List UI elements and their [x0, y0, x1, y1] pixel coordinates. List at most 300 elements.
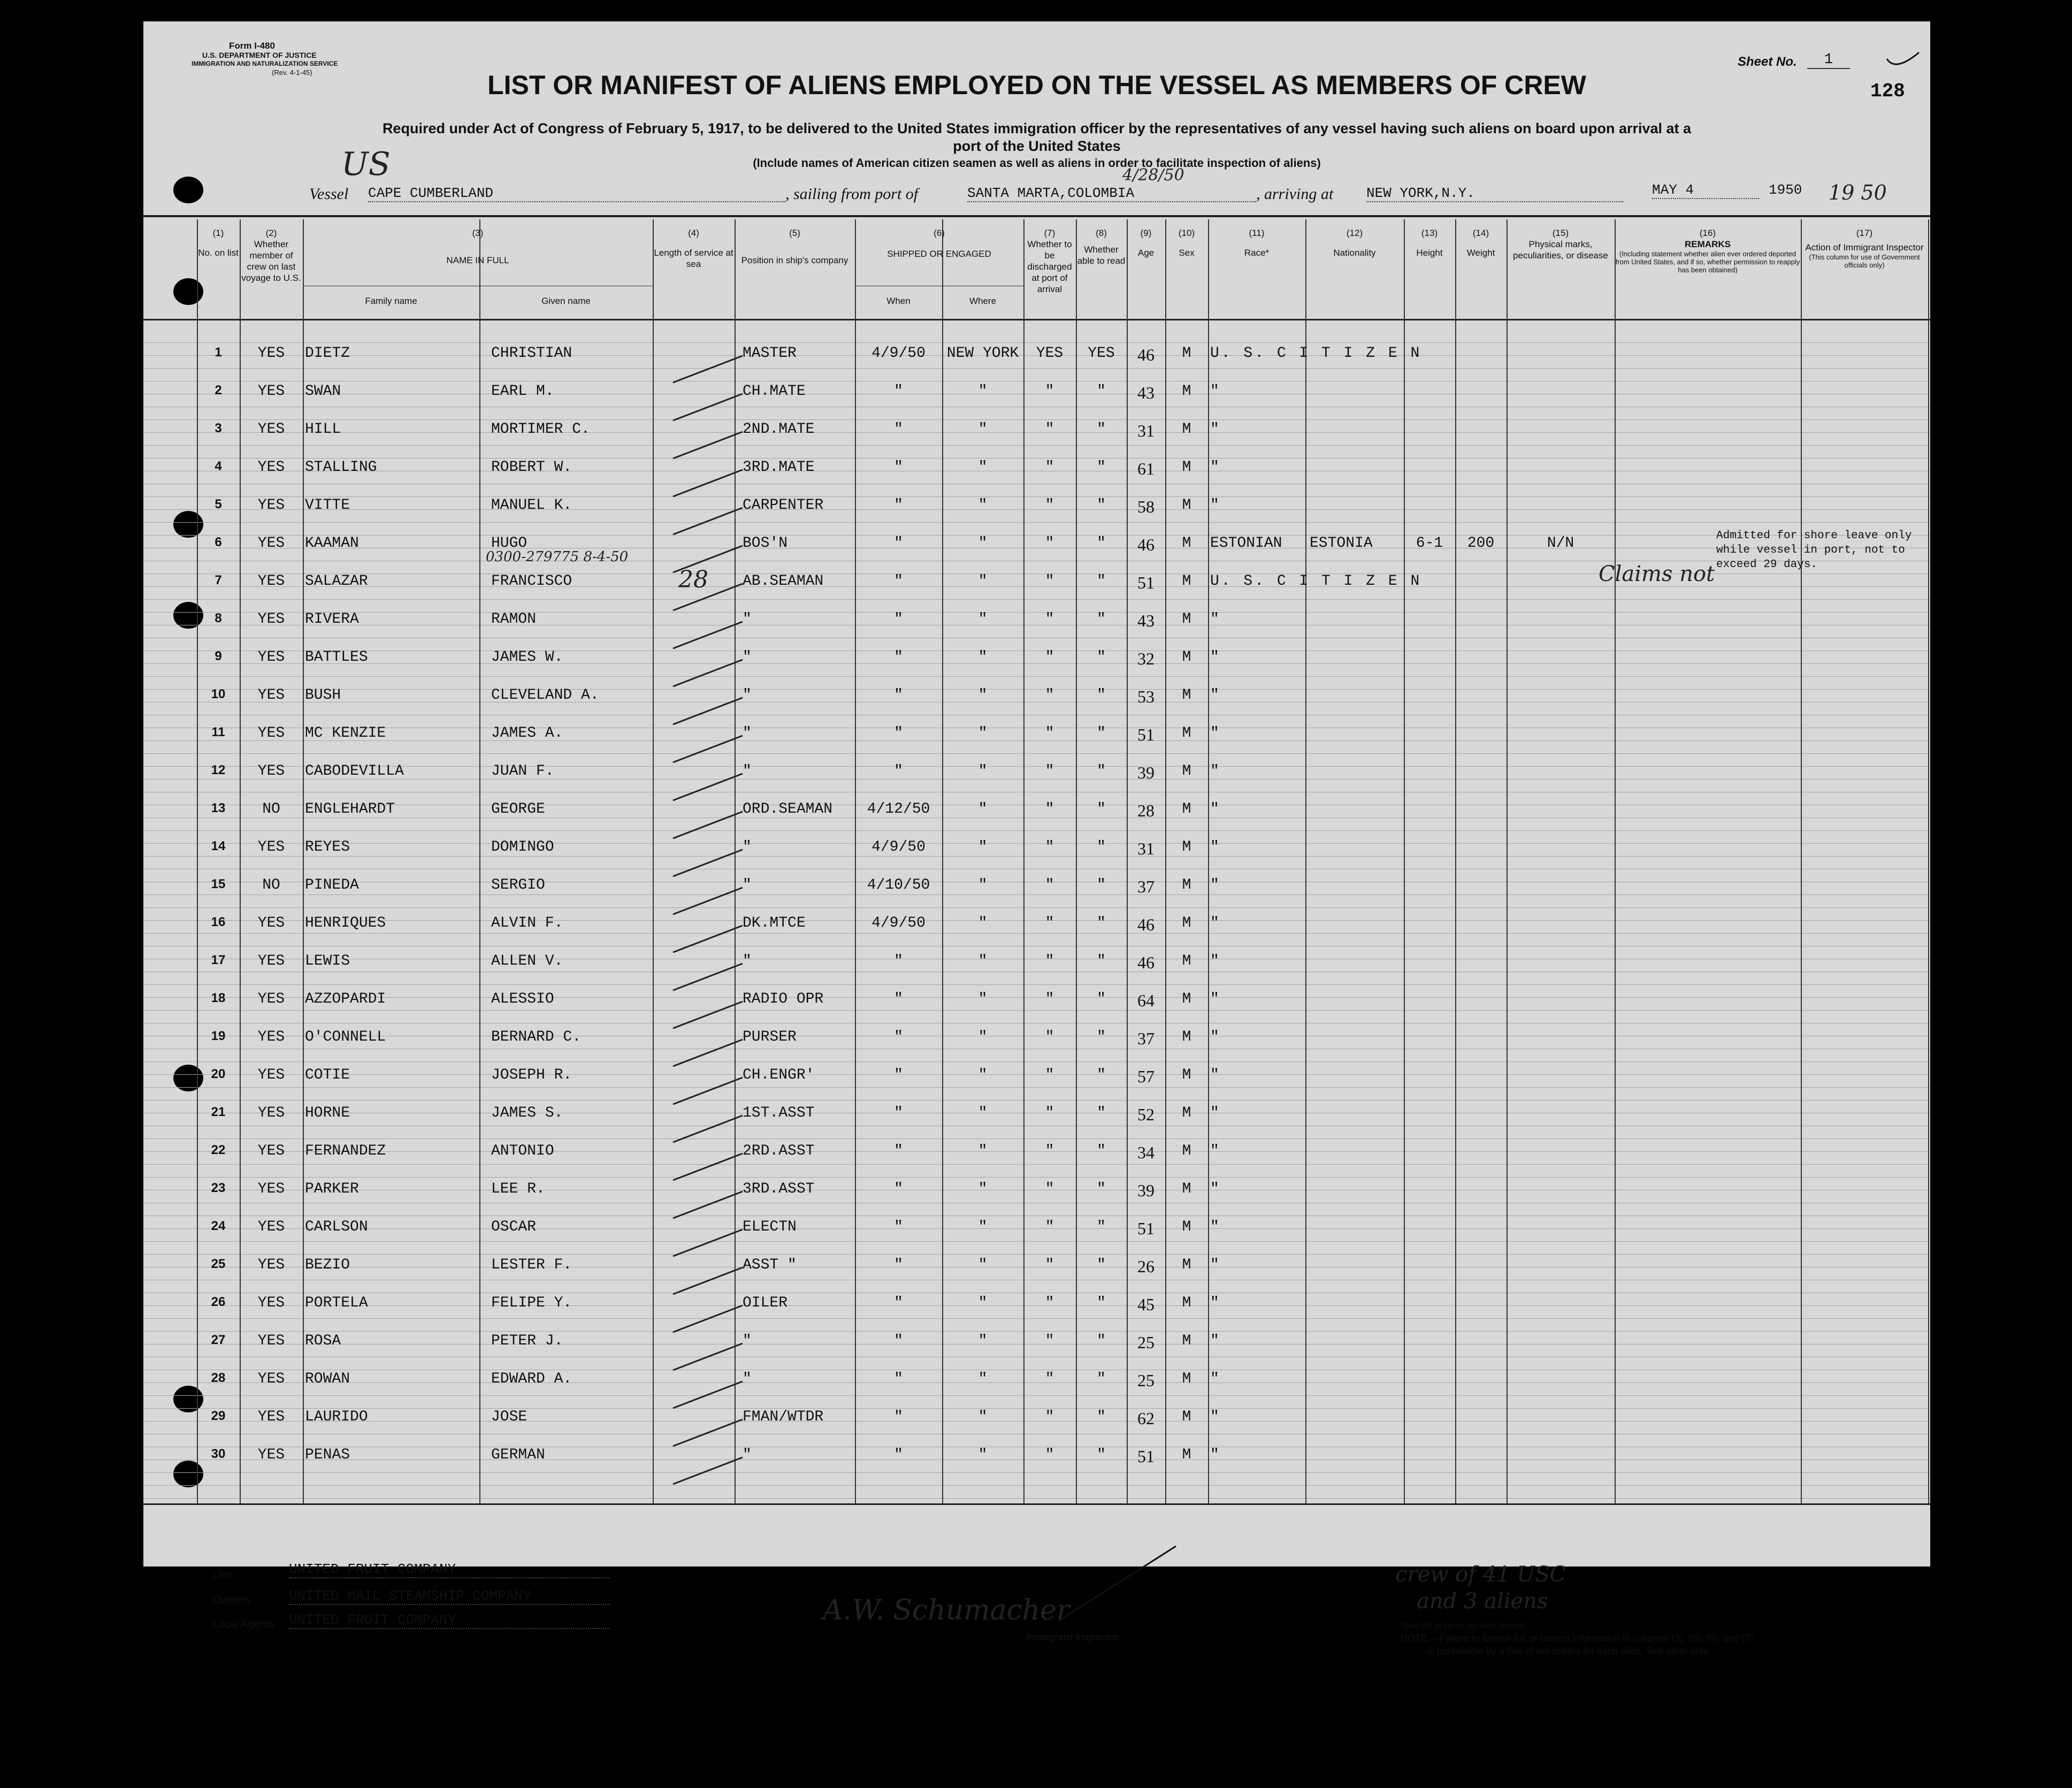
cell-disc: " [1045, 421, 1054, 438]
cell-prev: NO [262, 801, 280, 817]
cell-prev: NO [262, 877, 280, 893]
col11-header: (11) Race* [1244, 228, 1270, 258]
sheet-number: 1 [1807, 51, 1850, 69]
cell-family: PENAS [305, 1447, 350, 1463]
col-divider [1455, 219, 1456, 1503]
cell-no: 24 [211, 1219, 226, 1233]
row-rule [143, 522, 1930, 523]
col1-header: (1) No. on list [198, 228, 239, 258]
cell-sex: M [1182, 497, 1191, 514]
col-divider [1507, 219, 1508, 1503]
cell-prev: YES [257, 573, 285, 590]
cell-sex: M [1182, 1067, 1191, 1083]
cell-given: MANUEL K. [491, 497, 572, 514]
row-rule [143, 368, 1930, 369]
cell-no: 5 [215, 497, 222, 511]
cell-pos: 2RD.ASST [743, 1143, 815, 1159]
cell-pos: " [743, 1371, 752, 1387]
cell-age: 51 [1137, 573, 1154, 592]
cell-age: 26 [1137, 1257, 1154, 1276]
cell-where: " [978, 535, 988, 552]
crew-count-note-2: and 3 aliens [1417, 1589, 1548, 1614]
cell-disc: " [1045, 1143, 1054, 1159]
cell-read: " [1097, 1029, 1106, 1045]
cell-no: 4 [215, 459, 222, 473]
row-rule [143, 445, 1930, 446]
cell-no: 29 [211, 1409, 226, 1423]
cell-when: " [894, 1371, 903, 1387]
cell-disc: " [1045, 1067, 1054, 1083]
cell-pos: " [743, 1447, 752, 1463]
cell-pos: ORD.SEAMAN [743, 801, 833, 817]
cell-where: " [978, 1371, 988, 1387]
cell-prev: YES [257, 953, 285, 969]
cell-when: " [894, 497, 903, 514]
cell-prev: YES [257, 345, 285, 362]
cell-family: CARLSON [305, 1219, 368, 1235]
cell-family: LEWIS [305, 953, 350, 969]
cell-race: " [1210, 1409, 1219, 1425]
cell-prev: YES [257, 1029, 285, 1045]
cell-sex: M [1182, 1181, 1191, 1197]
check-mark [673, 774, 743, 800]
cell-when: 4/9/50 [871, 839, 926, 855]
cell-where: " [978, 1447, 988, 1463]
cell-read: " [1097, 801, 1106, 817]
cell-disc: " [1045, 1257, 1054, 1273]
cell-race: " [1210, 763, 1219, 780]
cell-sex: M [1182, 687, 1191, 704]
cell-sex: M [1182, 1029, 1191, 1045]
kaaman-service-handwritten: 28 [678, 566, 708, 593]
cell-race: " [1210, 1447, 1219, 1463]
cell-disc: " [1045, 611, 1054, 628]
vessel-name: CAPE CUMBERLAND [368, 185, 785, 202]
cell-family: HORNE [305, 1105, 350, 1121]
cell-read: " [1097, 573, 1106, 590]
cell-prev: YES [257, 649, 285, 666]
cell-when: 4/10/50 [867, 877, 930, 893]
cell-family: O'CONNELL [305, 1029, 386, 1045]
cell-when: " [894, 1447, 903, 1463]
cell-read: " [1097, 611, 1106, 628]
row-rule [143, 856, 1930, 857]
cell-family: PORTELA [305, 1295, 368, 1311]
cell-where: " [978, 421, 988, 438]
col17-header: (17) Action of Immigrant Inspector (This column for use of Government officials only) [1805, 228, 1924, 269]
cell-where: " [978, 1143, 988, 1159]
cell-read: " [1097, 421, 1106, 438]
cell-no: 16 [211, 915, 226, 929]
cell-read: " [1097, 535, 1106, 552]
cell-sex: M [1182, 763, 1191, 780]
check-mark [673, 1115, 743, 1142]
page-number: 128 [1870, 80, 1905, 102]
cell-disc: " [1045, 953, 1054, 969]
cell-race: " [1210, 383, 1219, 400]
subtitle-2: port of the United States [953, 138, 1121, 154]
cell-sex: M [1182, 1333, 1191, 1349]
cell-read: " [1097, 687, 1106, 704]
cell-age: 46 [1137, 345, 1154, 364]
check-mark [673, 1040, 743, 1066]
cell-prev: YES [257, 459, 285, 476]
cell-where: " [978, 953, 988, 969]
cell-family: PARKER [305, 1181, 359, 1197]
cell-pos: " [743, 839, 752, 855]
col16-header: (16) REMARKS (Including statement whether alien ever ordered deported from United States, and if so, whether permission to reapply has been obtained) [1615, 228, 1800, 274]
cell-given: LESTER F. [491, 1257, 572, 1273]
crew-count-note-1: crew of 41 USC [1395, 1562, 1566, 1587]
cell-family: ENGLEHARDT [305, 801, 395, 817]
col6b-header: Where [969, 296, 997, 306]
cell-family: SALAZAR [305, 573, 368, 590]
cell-read: " [1097, 1409, 1106, 1425]
cell-where: " [978, 1295, 988, 1311]
cell-family: KAAMAN [305, 535, 359, 552]
check-mark [673, 1381, 743, 1408]
cell-given: HUGO [491, 535, 527, 552]
cell-no: 20 [211, 1067, 226, 1081]
cell-sex: M [1182, 953, 1191, 969]
cell-disc: " [1045, 1181, 1054, 1197]
cell-pos: AB.SEAMAN [743, 573, 824, 590]
cell-given: CHRISTIAN [491, 345, 572, 362]
cell-given: DOMINGO [491, 839, 554, 855]
row-rule [143, 419, 1930, 420]
cell-disc: " [1045, 1447, 1054, 1463]
cell-where: " [978, 839, 988, 855]
cell-read: " [1097, 991, 1106, 1007]
cell-prev: YES [257, 1333, 285, 1349]
cell-disc: " [1045, 573, 1054, 590]
cell-given: JOSEPH R. [491, 1067, 572, 1083]
cell-read: " [1097, 1257, 1106, 1273]
check-mark [673, 1078, 743, 1104]
cell-no: 11 [211, 725, 225, 739]
cell-pos: FMAN/WTDR [743, 1409, 824, 1425]
page-title: LIST OR MANIFEST OF ALIENS EMPLOYED ON THE VESSEL AS MEMBERS OF CREW [487, 70, 1586, 100]
sailing-label: , sailing from port of [785, 185, 919, 203]
cell-prev: YES [257, 383, 285, 400]
cell-age: 46 [1137, 535, 1154, 554]
check-mark [673, 470, 743, 496]
cell-no: 28 [211, 1371, 226, 1385]
cell-read: " [1097, 1181, 1106, 1197]
cell-disc: " [1045, 1029, 1054, 1045]
cell-sex: M [1182, 915, 1191, 931]
cell-pos: CARPENTER [743, 497, 824, 514]
check-mark [673, 432, 743, 459]
cell-prev: YES [257, 421, 285, 438]
punch-hole [173, 278, 203, 305]
cell-marks: N/N [1547, 535, 1574, 552]
cell-no: 1 [215, 345, 222, 360]
cell-no: 22 [211, 1143, 226, 1157]
check-mark [673, 888, 743, 914]
cell-pos: " [743, 877, 752, 893]
col6-header: (6) SHIPPED OR ENGAGED [887, 228, 991, 259]
header-bottom-rule [143, 319, 1930, 320]
cell-sex: M [1182, 1371, 1191, 1387]
cell-pos: " [743, 725, 752, 742]
cell-disc: " [1045, 1333, 1054, 1349]
col-divider [1801, 219, 1802, 1503]
punch-hole [173, 511, 203, 538]
check-mark [673, 394, 743, 421]
cell-sex: M [1182, 459, 1191, 476]
cell-when: " [894, 1105, 903, 1121]
cell-disc: YES [1036, 345, 1064, 362]
cell-age: 53 [1137, 687, 1154, 706]
check-mark [673, 812, 743, 838]
cell-where: " [978, 459, 988, 476]
penalty-note-2: is punishable by a fine of ten dollars for each alien. See other side. [1427, 1646, 1711, 1656]
cell-read: " [1097, 953, 1106, 969]
cell-sex: M [1182, 1105, 1191, 1121]
footer-band [143, 1519, 1930, 1567]
cell-where: " [978, 1181, 988, 1197]
manifest-page [143, 21, 1930, 1656]
cell-when: " [894, 535, 903, 552]
cell-prev: YES [257, 725, 285, 742]
cell-no: 12 [211, 763, 226, 777]
col15-header: (15) Physical marks, peculiarities, or disease [1513, 228, 1608, 261]
cell-age: 45 [1137, 1295, 1154, 1314]
check-mark [673, 1343, 743, 1370]
kaaman-remark-handwritten: Claims not [1599, 562, 1715, 586]
row-rule [143, 830, 1930, 831]
cell-family: ROWAN [305, 1371, 350, 1387]
cell-when: " [894, 459, 903, 476]
cell-prev: YES [257, 1409, 285, 1425]
cell-when: " [894, 725, 903, 742]
cell-when: " [894, 1295, 903, 1311]
cell-read: " [1097, 1333, 1106, 1349]
cell-where: " [978, 1257, 988, 1273]
cell-age: 43 [1137, 383, 1154, 402]
cell-no: 19 [211, 1029, 226, 1043]
line-value: UNITED FRUIT COMPANY [289, 1561, 610, 1578]
cell-race: " [1210, 421, 1219, 438]
cell-read: YES [1088, 345, 1115, 362]
row-rule [143, 1498, 1930, 1499]
cell-family: MC KENZIE [305, 725, 386, 742]
cell-pos: 3RD.MATE [743, 459, 815, 476]
cell-disc: " [1045, 991, 1054, 1007]
cell-no: 25 [211, 1257, 226, 1271]
cell-prev: YES [257, 611, 285, 628]
arriving-label: , arriving at [1256, 185, 1334, 203]
cell-read: " [1097, 915, 1106, 931]
col2-header: (2) Whether member of crew on last voyage to U.S. [241, 228, 301, 283]
cell-race: " [1210, 1257, 1219, 1273]
cell-family: ROSA [305, 1333, 341, 1349]
row-rule [143, 1061, 1930, 1062]
col-divider [479, 219, 480, 1503]
cell-age: 28 [1137, 801, 1154, 820]
col-divider [197, 219, 198, 1503]
cell-sex: M [1182, 1447, 1191, 1463]
cell-no: 10 [211, 687, 226, 701]
check-mark [673, 1457, 743, 1484]
cell-pos: " [743, 1333, 752, 1349]
cell-age: 31 [1137, 421, 1154, 440]
cell-where: " [978, 383, 988, 400]
cell-no: 14 [211, 839, 226, 853]
cell-race: " [1210, 459, 1219, 476]
cell-race: " [1210, 1143, 1219, 1159]
col-divider [303, 219, 304, 1503]
cell-age: 57 [1137, 1067, 1154, 1086]
cell-given: RAMON [491, 611, 537, 628]
cell-age: 64 [1137, 991, 1154, 1010]
cell-read: " [1097, 1371, 1106, 1387]
vitte-handwritten-number: 0300-279775 8-4-50 [486, 549, 629, 565]
cell-given: FRANCISCO [491, 573, 572, 590]
cell-no: 21 [211, 1105, 226, 1119]
cell-pos: 2ND.MATE [743, 421, 815, 438]
cell-family: HILL [305, 421, 341, 438]
cell-where: " [978, 573, 988, 590]
cell-sex: M [1182, 1143, 1191, 1159]
cell-age: 46 [1137, 915, 1154, 934]
cell-where: " [978, 763, 988, 780]
cell-family: FERNANDEZ [305, 1143, 386, 1159]
cell-race: " [1210, 1067, 1219, 1083]
row-rule [143, 907, 1930, 908]
department: U.S. DEPARTMENT OF JUSTICE [202, 51, 317, 59]
col3a-header: Family name [365, 296, 417, 306]
subtitle-3: (Include names of American citizen seamen as well as aliens in order to facilitate inspection of aliens) [753, 156, 1321, 170]
cell-no: 8 [215, 611, 222, 625]
cell-disc: " [1045, 497, 1054, 514]
cell-read: " [1097, 459, 1106, 476]
cell-race: " [1210, 1333, 1219, 1349]
cell-when: " [894, 649, 903, 666]
col13-header: (13) Height [1416, 228, 1443, 258]
cell-prev: YES [257, 763, 285, 780]
cell-given: EARL M. [491, 383, 554, 400]
cell-age: 39 [1137, 1181, 1154, 1200]
cell-where: " [978, 725, 988, 742]
cell-pos: BOS'N [743, 535, 788, 552]
cell-race: U. S. C I T I Z E N [1210, 573, 1422, 590]
cell-sex: M [1182, 383, 1191, 400]
cell-where: " [978, 801, 988, 817]
cell-prev: YES [257, 839, 285, 855]
cell-given: BERNARD C. [491, 1029, 582, 1045]
cell-pos: " [743, 649, 752, 666]
cell-disc: " [1045, 1371, 1054, 1387]
check-mark [673, 1305, 743, 1332]
cell-no: 26 [211, 1295, 226, 1309]
cell-sex: M [1182, 611, 1191, 628]
cell-race: " [1210, 1295, 1219, 1311]
cell-read: " [1097, 1067, 1106, 1083]
cell-disc: " [1045, 687, 1054, 704]
cell-age: 52 [1137, 1105, 1154, 1124]
cell-family: COTIE [305, 1067, 350, 1083]
cell-sex: M [1182, 877, 1191, 893]
row-rule [143, 933, 1930, 934]
row-rule [143, 342, 1930, 343]
cell-pos: MASTER [743, 345, 797, 362]
check-mark [673, 1229, 743, 1256]
row-rule [143, 458, 1930, 459]
cell-age: 58 [1137, 497, 1154, 516]
row-rule [143, 1485, 1930, 1486]
cell-weight: 200 [1467, 535, 1495, 552]
row-rule [143, 1100, 1930, 1101]
cell-pos: CH.ENGR' [743, 1067, 815, 1083]
col3-header: (3) NAME IN FULL [446, 228, 509, 265]
sailing-port: SANTA MARTA,COLOMBIA [967, 185, 1256, 202]
cell-no: 7 [215, 573, 222, 587]
cell-race: " [1210, 1181, 1219, 1197]
cell-family: SWAN [305, 383, 341, 400]
cell-disc: " [1045, 763, 1054, 780]
cell-sex: M [1182, 1219, 1191, 1235]
cell-prev: YES [257, 687, 285, 704]
col3b-header: Given name [541, 296, 591, 306]
col7-header: (7) Whether to be discharged at port of arrival [1027, 228, 1072, 294]
row-rule [143, 1254, 1930, 1255]
cell-race: " [1210, 1219, 1219, 1235]
cell-where: " [978, 1409, 988, 1425]
cell-when: " [894, 687, 903, 704]
cell-prev: YES [257, 991, 285, 1007]
penalty-note-1: NOTE.—Failure to furnish full or correct information in columns (3), (5), (6), and (7) [1401, 1633, 1754, 1644]
cell-no: 3 [215, 421, 222, 435]
cell-pos: 3RD.ASST [743, 1181, 815, 1197]
cell-disc: " [1045, 649, 1054, 666]
col9-header: (9) Age [1137, 228, 1154, 258]
cell-read: " [1097, 1105, 1106, 1121]
cell-given: GERMAN [491, 1447, 545, 1463]
check-mark [673, 850, 743, 876]
cell-where: " [978, 611, 988, 628]
check-mark [673, 356, 743, 383]
check-mark [673, 736, 743, 762]
cell-read: " [1097, 1295, 1106, 1311]
cell-pos: ELECTN [743, 1219, 797, 1235]
cell-sex: M [1182, 801, 1191, 817]
cell-read: " [1097, 725, 1106, 742]
cell-given: CLEVELAND A. [491, 687, 599, 704]
check-mark [673, 1267, 743, 1294]
arrival-year: 1950 [1769, 182, 1802, 198]
owners-label: Owners [213, 1594, 250, 1606]
cell-disc: " [1045, 839, 1054, 855]
cell-read: " [1097, 877, 1106, 893]
row-rule [143, 753, 1930, 754]
row-rule [143, 676, 1930, 677]
cell-race: U. S. C I T I Z E N [1210, 345, 1422, 362]
cell-given: ANTONIO [491, 1143, 554, 1159]
cell-nat: ESTONIA [1310, 535, 1373, 552]
cell-sex: M [1182, 573, 1191, 590]
cell-given: MORTIMER C. [491, 421, 590, 438]
cell-when: " [894, 1067, 903, 1083]
flag-handwritten: US [341, 146, 391, 183]
col5-header: (5) Position in ship's company [741, 228, 848, 265]
punch-hole [173, 177, 203, 203]
cell-no: 18 [211, 991, 226, 1005]
col-divider [1928, 219, 1929, 1503]
cell-when: " [894, 1257, 903, 1273]
year-handwritten: 19 50 [1829, 181, 1887, 204]
